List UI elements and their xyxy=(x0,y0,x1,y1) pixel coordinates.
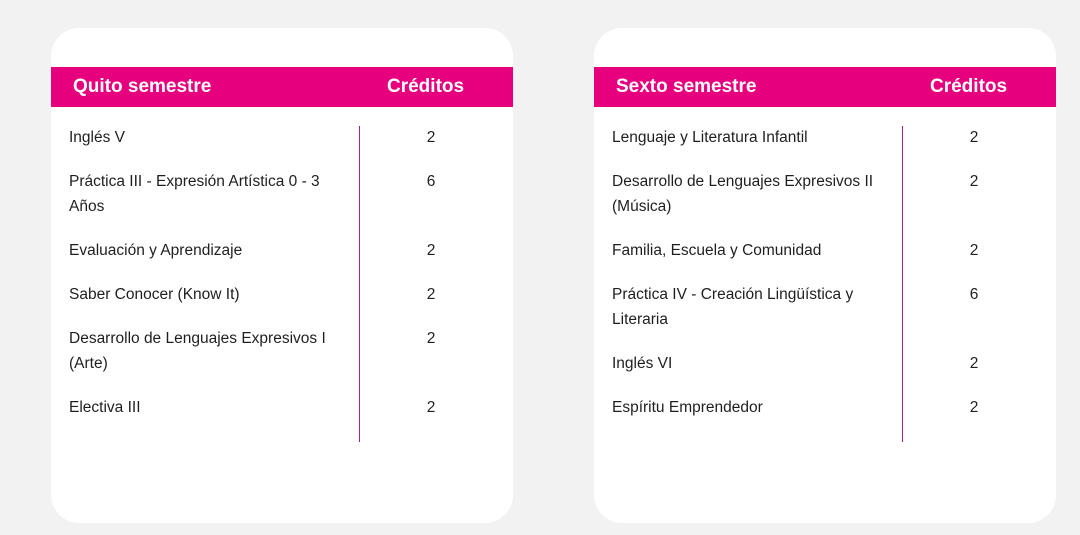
course-name: Práctica IV - Creación Lingüística y Literaria xyxy=(612,286,854,328)
semester-header xyxy=(51,67,513,107)
course-credits: 2 xyxy=(969,173,979,190)
course-name: Inglés VI xyxy=(612,355,673,372)
course-name: Desarrollo de Lenguajes Expresivos II (Música) xyxy=(612,173,874,215)
course-name: Inglés V xyxy=(69,129,126,146)
course-name: Práctica III - Expresión Artística 0 - 3 Años xyxy=(69,173,320,215)
credits-column-header: Créditos xyxy=(387,76,465,97)
credits-column-header: Créditos xyxy=(930,76,1008,97)
column-divider xyxy=(902,126,903,442)
course-name: Lenguaje y Literatura Infantil xyxy=(612,129,808,146)
course-credits: 2 xyxy=(426,399,436,416)
course-credits: 2 xyxy=(969,399,979,416)
course-credits: 2 xyxy=(426,286,436,303)
course-name: Familia, Escuela y Comunidad xyxy=(612,242,822,259)
semester-header xyxy=(594,67,1056,107)
semester-card-6 xyxy=(594,28,1056,523)
semester-title: Sexto semestre xyxy=(616,76,757,97)
course-credits: 2 xyxy=(426,330,436,347)
course-name: Espíritu Emprendedor xyxy=(612,399,763,416)
course-credits: 2 xyxy=(969,355,979,372)
course-name: Electiva III xyxy=(69,399,141,416)
course-credits: 2 xyxy=(426,129,436,146)
course-credits: 2 xyxy=(969,242,979,259)
semester-title: Quito semestre xyxy=(73,76,212,97)
column-divider xyxy=(359,126,360,442)
course-credits: 2 xyxy=(969,129,979,146)
course-name: Desarrollo de Lenguajes Expresivos I (Arte) xyxy=(69,330,326,372)
course-credits: 2 xyxy=(426,242,436,259)
course-name: Evaluación y Aprendizaje xyxy=(69,242,243,259)
course-name: Saber Conocer (Know It) xyxy=(69,286,240,303)
semester-card-5 xyxy=(51,28,513,523)
course-credits: 6 xyxy=(426,173,436,190)
course-credits: 6 xyxy=(969,286,979,303)
